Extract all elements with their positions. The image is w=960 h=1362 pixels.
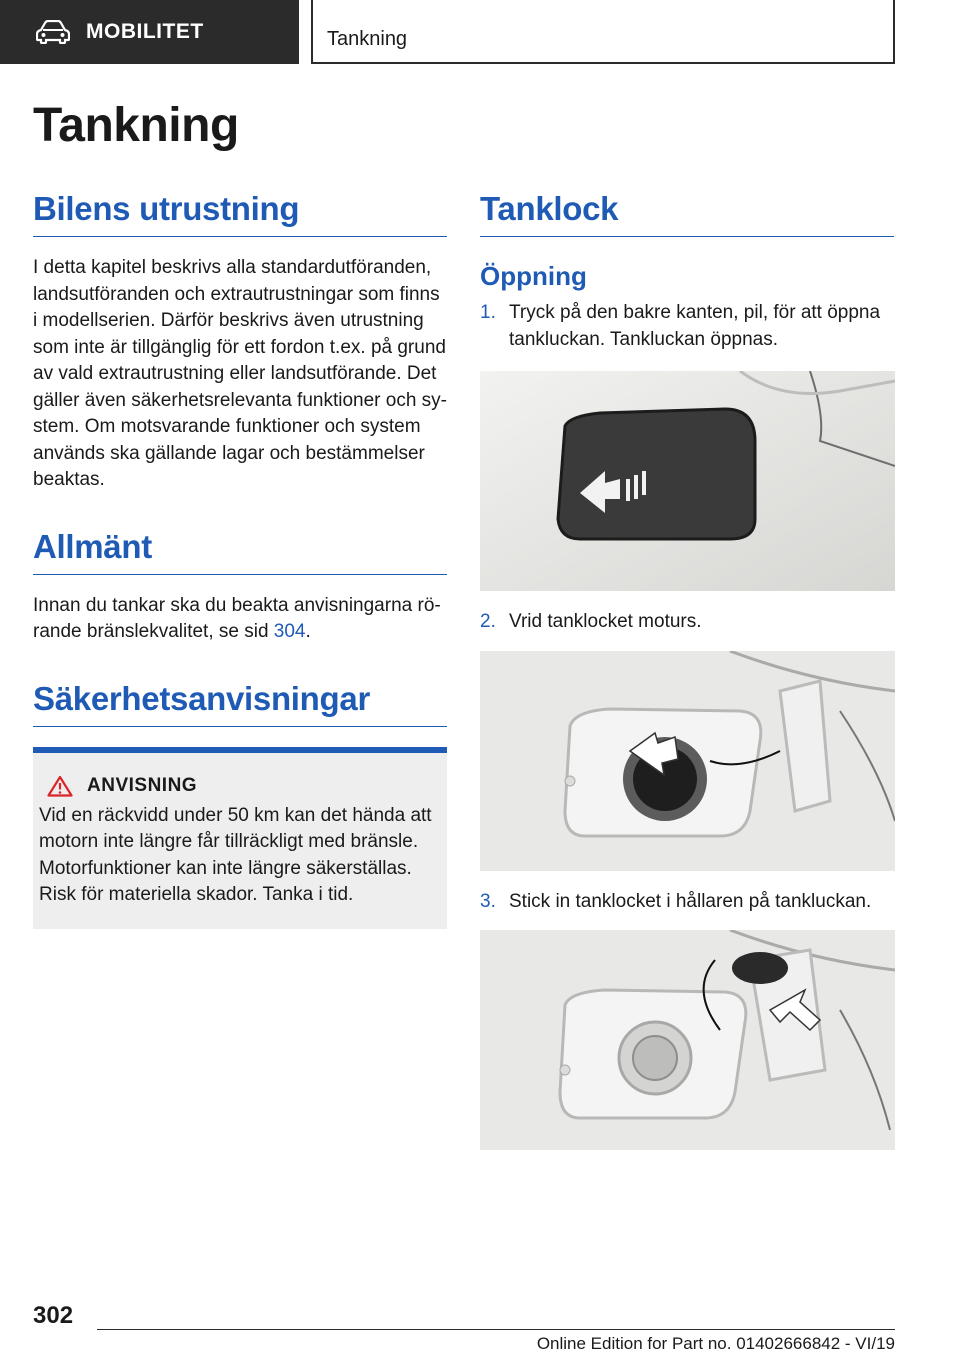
warning-label: ANVISNING — [87, 774, 198, 796]
equipment-heading: Bilens utrustning — [33, 190, 447, 237]
text-line: I detta kapitel beskrivs alla standardutföranden, — [33, 257, 432, 278]
fuel-cap-illustration — [480, 651, 895, 871]
edition-footer: Online Edition for Part no. 01402666842 - VI/19 — [536, 1334, 895, 1353]
warning-triangle-icon — [47, 775, 73, 797]
general-heading: Allmänt — [33, 528, 447, 575]
text-line: gäller även säkerhetsrelevanta funktioner och sy- — [33, 389, 448, 411]
fuel-cap-turn-image — [480, 651, 895, 871]
step-3 — [480, 889, 894, 916]
text-line: Risk för materiella skador. Tanka i tid. — [39, 884, 354, 905]
step-text: Stick in tanklocket i hållaren på tankluckan. — [509, 890, 872, 912]
warning-box — [33, 747, 447, 929]
warning-header — [39, 775, 433, 797]
text-line: används ska gällande lagar och bestämmelser — [33, 442, 425, 464]
car-icon — [36, 20, 70, 44]
breadcrumb[interactable]: Tankning — [311, 0, 895, 64]
page-title: Tankning — [33, 99, 239, 152]
text-line: motorn inte längre får tillräckligt med bränsle. — [39, 831, 419, 852]
chapter-label: MOBILITET — [86, 20, 204, 43]
step-text: Vrid tanklocket moturs. — [509, 611, 702, 632]
text-line: stem. Om motsvarande funktioner och system — [33, 416, 421, 437]
warning-text — [39, 803, 433, 909]
page-number: 302 — [33, 1302, 74, 1329]
text-line: Innan du tankar ska du beakta anvisningarna rö- — [33, 594, 441, 616]
page-reference-link[interactable]: 304 — [273, 621, 306, 642]
left-column — [33, 190, 447, 929]
text-line: Tryck på den bakre kanten, pil, för att öppna — [509, 302, 881, 323]
fuel-cap-heading: Tanklock — [480, 190, 894, 237]
step-number: 3. — [480, 890, 496, 912]
step-1 — [480, 300, 894, 353]
text-line: av vald extrautrustning eller landsutförande. Det — [33, 363, 437, 384]
text-line: Motorfunktioner kan inte längre säkerställas. — [39, 857, 412, 879]
text-line: Vid en räckvidd under 50 km kan det hända att — [39, 804, 432, 826]
text-line: tankluckan. Tankluckan öppnas. — [509, 328, 778, 350]
text-line: beaktas. — [33, 469, 105, 490]
fuel-cap-holder-illustration — [480, 930, 895, 1150]
step-2 — [480, 609, 894, 636]
footer-divider — [97, 1329, 895, 1330]
text-line: som inte är tillgänglig för ett fordon t.ex. på grund — [33, 336, 446, 358]
text-line: . — [305, 621, 311, 642]
equipment-text — [33, 255, 447, 494]
opening-subheading: Öppning — [480, 261, 587, 291]
step-number: 1. — [480, 302, 496, 323]
text-line: i modellserien. Därför beskrivs även utrustning — [33, 310, 424, 331]
right-column — [480, 190, 894, 1150]
fuel-cap-holder-image — [480, 930, 895, 1150]
step-number: 2. — [480, 611, 496, 632]
fuel-flap-closed-image — [480, 371, 895, 591]
general-text — [33, 593, 447, 646]
step-text — [509, 300, 880, 353]
text-line: landsutföranden och extrautrustningar som finns — [33, 283, 440, 305]
chapter-tab[interactable] — [0, 0, 299, 64]
text-line: rande bränslekvalitet, se sid — [33, 621, 274, 642]
safety-heading: Säkerhetsanvisningar — [33, 680, 447, 727]
fuel-flap-illustration — [480, 371, 895, 591]
